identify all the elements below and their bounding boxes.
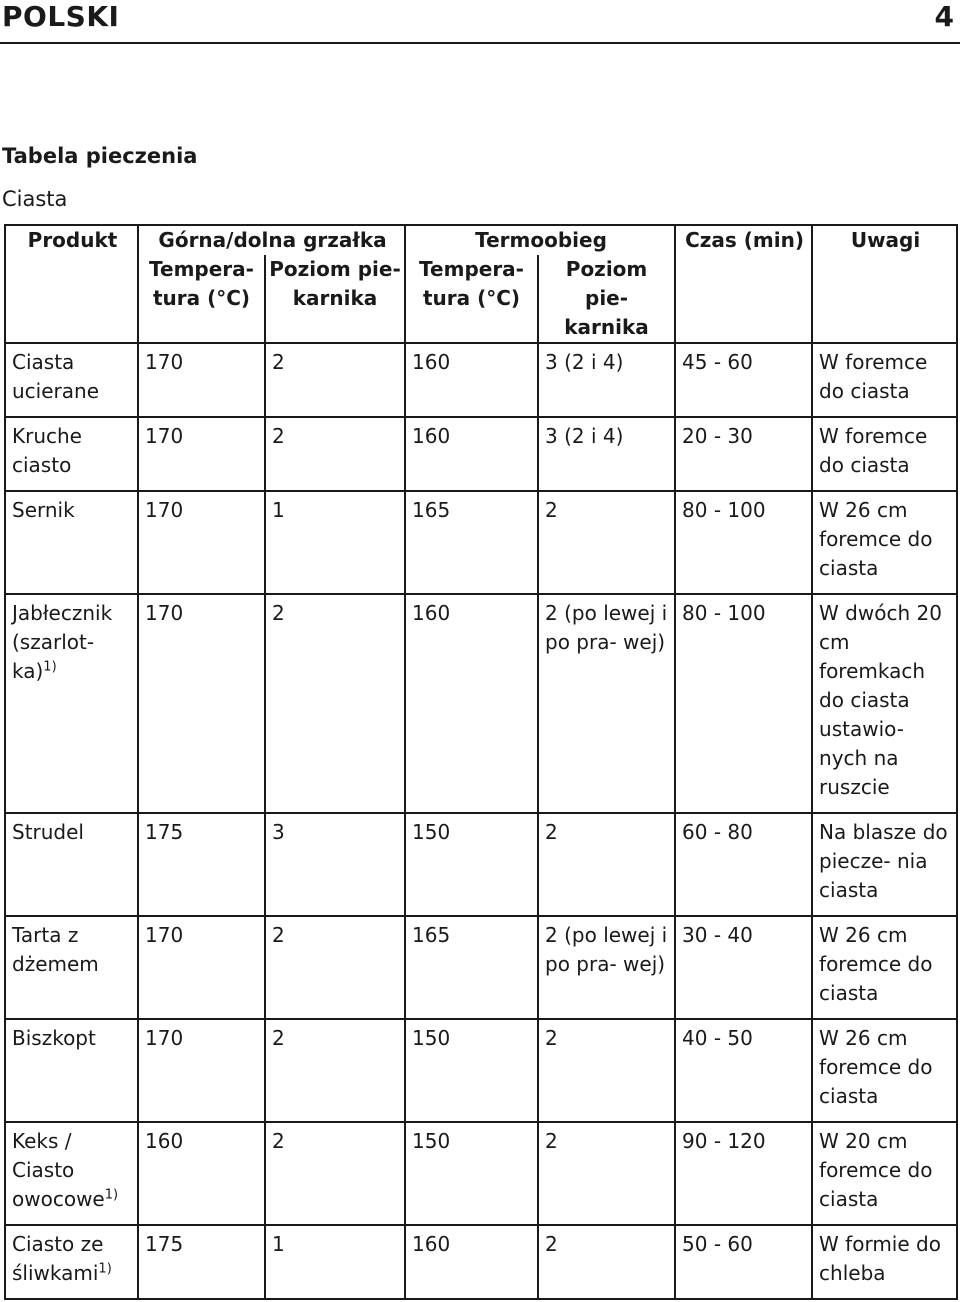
- temperature-cell: [138, 916, 265, 1019]
- level-cell: [538, 916, 675, 1019]
- temperature-cell-text: 170: [145, 424, 184, 448]
- time-cell-text: 20 - 30: [682, 424, 753, 448]
- subheader-level-1: Poziom pie- karnika: [265, 255, 405, 343]
- product-cell: [5, 813, 138, 916]
- time-cell-text: 45 - 60: [682, 350, 753, 374]
- level-cell: [538, 1122, 675, 1225]
- table-row: [5, 813, 957, 916]
- level-cell-text: 2: [545, 820, 558, 844]
- level-cell-text: 3 (2 i 4): [545, 350, 624, 374]
- notes-cell-text: W 26 cm foremce do ciasta: [819, 1026, 933, 1108]
- product-cell-text: Strudel: [12, 820, 84, 844]
- temperature-cell: [405, 343, 538, 417]
- product-cell-text: Sernik: [12, 498, 75, 522]
- temperature-cell: [405, 1225, 538, 1299]
- time-cell: [675, 1122, 812, 1225]
- temperature-cell: [405, 1122, 538, 1225]
- subheader-temperature-1: Tempera- tura (°C): [138, 255, 265, 343]
- product-cell: [5, 343, 138, 417]
- product-cell: [5, 491, 138, 594]
- notes-cell-text: W foremce do ciasta: [819, 350, 928, 403]
- notes-cell-text: W dwóch 20 cm foremkach do ciasta ustawio- nych na ruszcie: [819, 601, 942, 799]
- col-header-fan: Termoobieg: [405, 225, 675, 255]
- level-cell: [538, 343, 675, 417]
- time-cell: [675, 1019, 812, 1122]
- footnote-marker: 1): [104, 1187, 119, 1203]
- temperature-cell-text: 150: [412, 1026, 451, 1050]
- level-cell-text: 2: [545, 1232, 558, 1256]
- level-cell-text: 2: [272, 923, 285, 947]
- level-cell: [265, 1019, 405, 1122]
- level-cell: [265, 417, 405, 491]
- time-cell: [675, 594, 812, 813]
- temperature-cell: [405, 1019, 538, 1122]
- notes-cell-text: Na blasze do piecze- nia ciasta: [819, 820, 948, 902]
- notes-cell: [812, 343, 957, 417]
- temperature-cell-text: 170: [145, 1026, 184, 1050]
- level-cell: [265, 1225, 405, 1299]
- product-cell: [5, 594, 138, 813]
- table-row: [5, 1122, 957, 1225]
- product-cell: [5, 916, 138, 1019]
- notes-cell: [812, 1122, 957, 1225]
- level-cell-text: 2: [272, 601, 285, 625]
- temperature-cell-text: 160: [412, 601, 451, 625]
- temperature-cell: [405, 491, 538, 594]
- level-cell: [265, 343, 405, 417]
- temperature-cell-text: 160: [145, 1129, 184, 1153]
- temperature-cell: [138, 813, 265, 916]
- notes-cell: [812, 491, 957, 594]
- notes-cell-text: W foremce do ciasta: [819, 424, 928, 477]
- table-row: [5, 1019, 957, 1122]
- temperature-cell: [405, 417, 538, 491]
- notes-cell: [812, 813, 957, 916]
- level-cell: [265, 491, 405, 594]
- notes-cell-text: W formie do chleba: [819, 1232, 941, 1285]
- col-header-top-bottom-heat: Górna/dolna grzałka: [138, 225, 405, 255]
- header-divider: [0, 42, 960, 44]
- time-cell-text: 90 - 120: [682, 1129, 766, 1153]
- page-number: 4: [934, 0, 954, 33]
- level-cell-text: 2 (po lewej i po pra- wej): [545, 601, 668, 654]
- notes-cell: [812, 916, 957, 1019]
- level-cell: [538, 1225, 675, 1299]
- notes-cell-text: W 20 cm foremce do ciasta: [819, 1129, 933, 1211]
- time-cell: [675, 343, 812, 417]
- table-row: [5, 916, 957, 1019]
- level-cell-text: 2: [272, 424, 285, 448]
- product-cell-text: Kruche ciasto: [12, 424, 82, 477]
- product-cell-text: Biszkopt: [12, 1026, 96, 1050]
- temperature-cell-text: 170: [145, 350, 184, 374]
- section-title: Tabela pieczenia: [2, 144, 198, 168]
- level-cell: [538, 1019, 675, 1122]
- product-cell: [5, 1019, 138, 1122]
- temperature-cell: [138, 1122, 265, 1225]
- temperature-cell: [138, 594, 265, 813]
- col-header-time: Czas (min): [675, 225, 812, 343]
- table-body: [5, 343, 957, 1299]
- col-header-product: Produkt: [5, 225, 138, 343]
- level-cell: [538, 417, 675, 491]
- level-cell: [538, 594, 675, 813]
- temperature-cell: [138, 1225, 265, 1299]
- level-cell: [265, 813, 405, 916]
- table-row: [5, 491, 957, 594]
- level-cell-text: 3 (2 i 4): [545, 424, 624, 448]
- notes-cell: [812, 1225, 957, 1299]
- temperature-cell-text: 175: [145, 1232, 184, 1256]
- product-cell-text: Ciasto ze śliwkami: [12, 1232, 104, 1285]
- subheader-temperature-2: Tempera- tura (°C): [405, 255, 538, 343]
- header-row-main: [5, 225, 957, 255]
- level-cell-text: 2: [545, 1129, 558, 1153]
- temperature-cell: [138, 343, 265, 417]
- language-label: POLSKI: [2, 0, 120, 33]
- table-row: [5, 594, 957, 813]
- temperature-cell-text: 175: [145, 820, 184, 844]
- level-cell: [538, 813, 675, 916]
- level-cell-text: 2: [272, 1026, 285, 1050]
- level-cell-text: 1: [272, 1232, 285, 1256]
- temperature-cell: [405, 594, 538, 813]
- temperature-cell-text: 165: [412, 923, 451, 947]
- time-cell-text: 80 - 100: [682, 601, 766, 625]
- temperature-cell-text: 150: [412, 1129, 451, 1153]
- level-cell-text: 2: [272, 1129, 285, 1153]
- level-cell: [265, 916, 405, 1019]
- level-cell-text: 2: [272, 350, 285, 374]
- level-cell: [265, 1122, 405, 1225]
- temperature-cell-text: 170: [145, 498, 184, 522]
- table-row: [5, 1225, 957, 1299]
- temperature-cell: [138, 491, 265, 594]
- footnote-marker: 1): [98, 1261, 112, 1277]
- temperature-cell-text: 170: [145, 601, 184, 625]
- product-cell-text: Tarta z dżemem: [12, 923, 99, 976]
- section-subtitle: Ciasta: [2, 187, 68, 211]
- temperature-cell: [138, 417, 265, 491]
- time-cell: [675, 916, 812, 1019]
- product-cell: [5, 1122, 138, 1225]
- time-cell: [675, 813, 812, 916]
- level-cell-text: 3: [272, 820, 285, 844]
- temperature-cell-text: 160: [412, 350, 451, 374]
- temperature-cell: [405, 916, 538, 1019]
- temperature-cell-text: 160: [412, 1232, 451, 1256]
- product-cell: [5, 417, 138, 491]
- product-cell-text: Keks / Ciasto owocowe: [12, 1129, 105, 1211]
- notes-cell: [812, 594, 957, 813]
- footnote-marker: 1): [43, 659, 57, 675]
- table-row: [5, 417, 957, 491]
- time-cell: [675, 417, 812, 491]
- baking-table: [4, 224, 958, 1300]
- time-cell-text: 50 - 60: [682, 1232, 753, 1256]
- temperature-cell-text: 165: [412, 498, 451, 522]
- notes-cell-text: W 26 cm foremce do ciasta: [819, 498, 933, 580]
- table-row: [5, 343, 957, 417]
- time-cell: [675, 491, 812, 594]
- temperature-cell-text: 170: [145, 923, 184, 947]
- temperature-cell: [405, 813, 538, 916]
- product-cell: [5, 1225, 138, 1299]
- level-cell-text: 2: [545, 1026, 558, 1050]
- notes-cell: [812, 417, 957, 491]
- level-cell: [538, 491, 675, 594]
- time-cell-text: 60 - 80: [682, 820, 753, 844]
- time-cell: [675, 1225, 812, 1299]
- temperature-cell-text: 150: [412, 820, 451, 844]
- level-cell-text: 2: [545, 498, 558, 522]
- product-cell-text: Ciasta ucierane: [12, 350, 99, 403]
- temperature-cell-text: 160: [412, 424, 451, 448]
- col-header-notes: Uwagi: [812, 225, 957, 343]
- time-cell-text: 80 - 100: [682, 498, 766, 522]
- time-cell-text: 30 - 40: [682, 923, 753, 947]
- subheader-level-2: Poziom pie- karnika: [538, 255, 675, 343]
- level-cell-text: 2 (po lewej i po pra- wej): [545, 923, 668, 976]
- level-cell-text: 1: [272, 498, 285, 522]
- notes-cell: [812, 1019, 957, 1122]
- time-cell-text: 40 - 50: [682, 1026, 753, 1050]
- notes-cell-text: W 26 cm foremce do ciasta: [819, 923, 933, 1005]
- level-cell: [265, 594, 405, 813]
- temperature-cell: [138, 1019, 265, 1122]
- product-cell-text: Jabłecznik (szarlot- ka): [12, 601, 113, 683]
